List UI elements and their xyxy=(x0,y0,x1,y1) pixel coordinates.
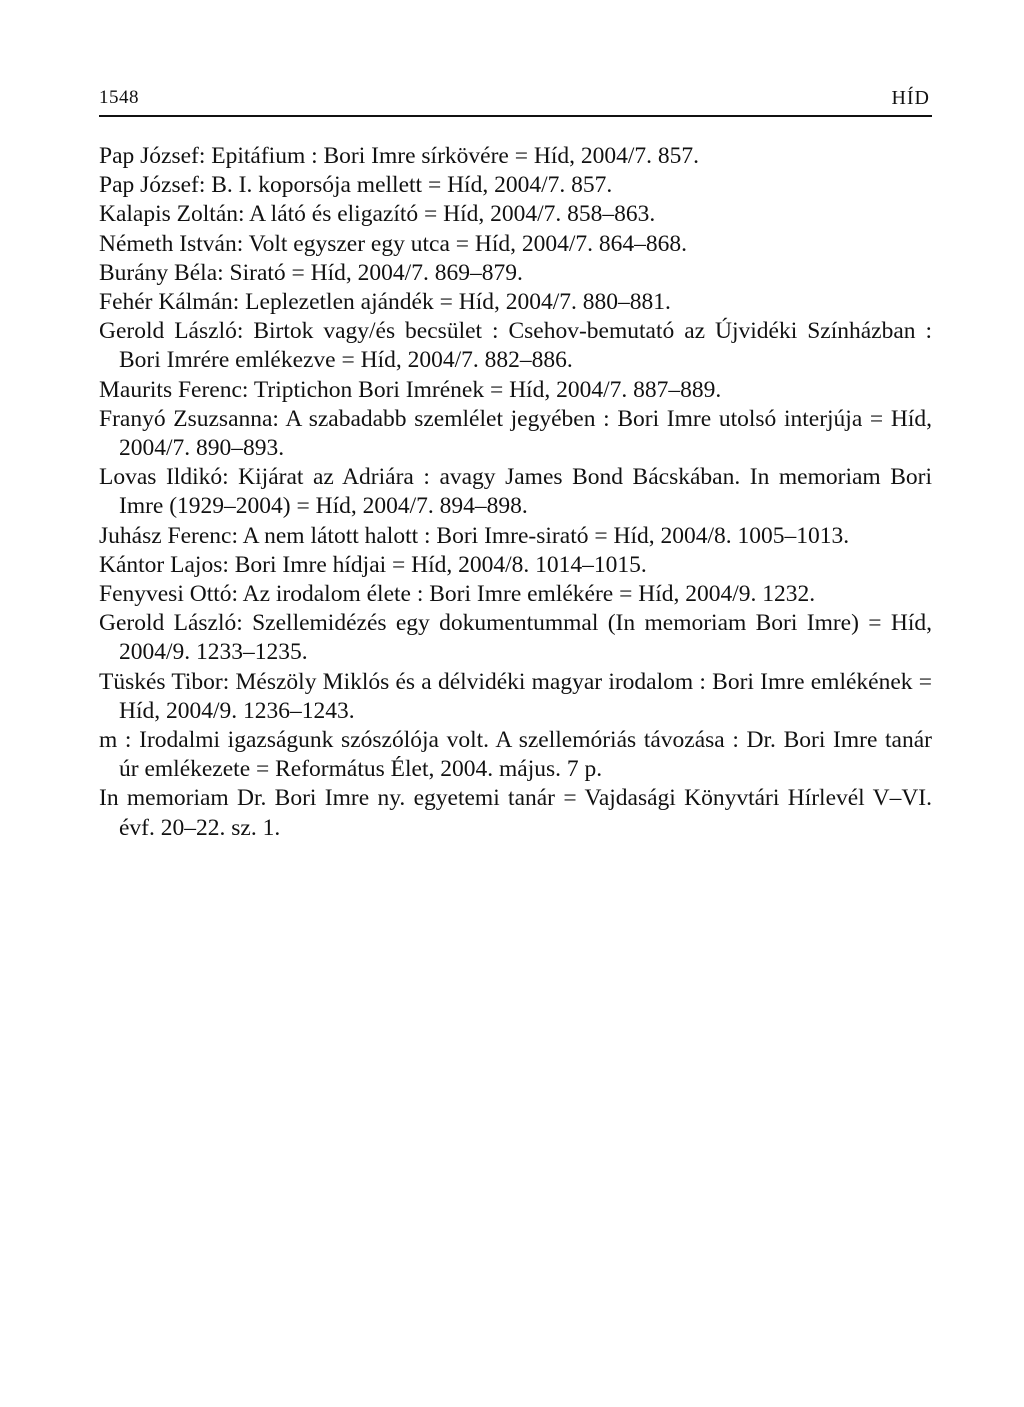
page-number: 1548 xyxy=(99,87,139,108)
bibliography-entry: Maurits Ferenc: Triptichon Bori Imrének = Híd, 2004/7. 887–889. xyxy=(99,376,722,403)
bibliography-entry: Németh István: Volt egyszer egy utca = Híd, 2004/7. 864–868. xyxy=(99,230,688,257)
bibliography-entry: Pap József: Epitáfium : Bori Imre sírkövére = Híd, 2004/7. 857. xyxy=(99,143,699,169)
running-head: HÍD xyxy=(891,87,930,109)
bibliography-entry: Lovas Ildikó: Kijárat az Adriára : avagy James Bond Bácskában. In memoriam Bori Imre (1929–2004) = Híd, 2004/7. 894–898. xyxy=(99,464,932,520)
bibliography-entry: Juhász Ferenc: A nem látott halott : Bori Imre-sirató = Híd, 2004/8. 1005–1013. xyxy=(99,522,850,549)
bibliography-entry: Gerold László: Szellemidézés egy dokumentummal (In memoriam Bori Imre) = Híd, 2004/9. 1233–1235. xyxy=(99,610,932,666)
bibliography-entry: Franyó Zsuzsanna: A szabadabb szemlélet jegyében : Bori Imre utolsó interjúja = Híd, 2004/7. 890–893. xyxy=(99,405,932,462)
bibliography-entry: Kalapis Zoltán: A látó és eligazító = Híd, 2004/7. 858–863. xyxy=(99,201,656,228)
bibliography-entry: Burány Béla: Sirató = Híd, 2004/7. 869–879. xyxy=(99,259,523,286)
bibliography-entry: In memoriam Dr. Bori Imre ny. egyetemi tanár = Vajdasági Könyvtári Hírlevél V–VI. évf. 20–22. sz. 1. xyxy=(99,785,932,841)
bibliography-list xyxy=(99,142,932,843)
bibliography-entry: Pap József: B. I. koporsója mellett = Híd, 2004/7. 857. xyxy=(99,172,613,199)
bibliography-entry: Tüskés Tibor: Mészöly Miklós és a délvidéki magyar irodalom : Bori Imre emlékének = Híd, 2004/9. 1236–1243. xyxy=(99,668,932,724)
bibliography-entry: Gerold László: Birtok vagy/és becsület : Csehov-bemutató az Újvidéki Színházban : Bori Imrére emlékezve = Híd, 2004/7. 882–886. xyxy=(99,318,932,374)
page-header xyxy=(99,83,932,117)
bibliography-entry: Fenyvesi Ottó: Az irodalom élete : Bori Imre emlékére = Híd, 2004/9. 1232. xyxy=(99,581,816,608)
bibliography-entry: m : Irodalmi igazságunk szószólója volt. A szellemóriás távozása : Dr. Bori Imre tanár úr emlékezete = Református Élet, 2004. május. 7 p. xyxy=(99,727,932,783)
bibliography-entry: Fehér Kálmán: Leplezetlen ajándék = Híd, 2004/7. 880–881. xyxy=(99,289,671,316)
bibliography-entry: Kántor Lajos: Bori Imre hídjai = Híd, 2004/8. 1014–1015. xyxy=(99,551,647,578)
